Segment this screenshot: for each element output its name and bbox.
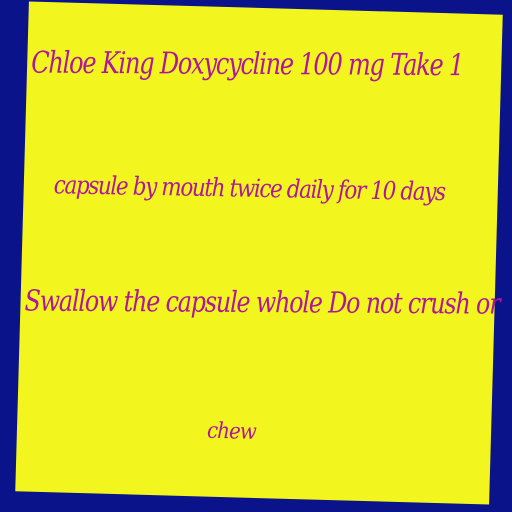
note-line-2: capsule by mouth twice daily for 10 days: [53, 170, 446, 207]
note-line-4: chew: [206, 418, 257, 445]
prescription-note: [15, 1, 502, 504]
note-line-3: Swallow the capsule whole Do not crush or: [24, 283, 500, 321]
note-line-1: Chloe King Doxycycline 100 mg Take 1: [30, 45, 464, 84]
